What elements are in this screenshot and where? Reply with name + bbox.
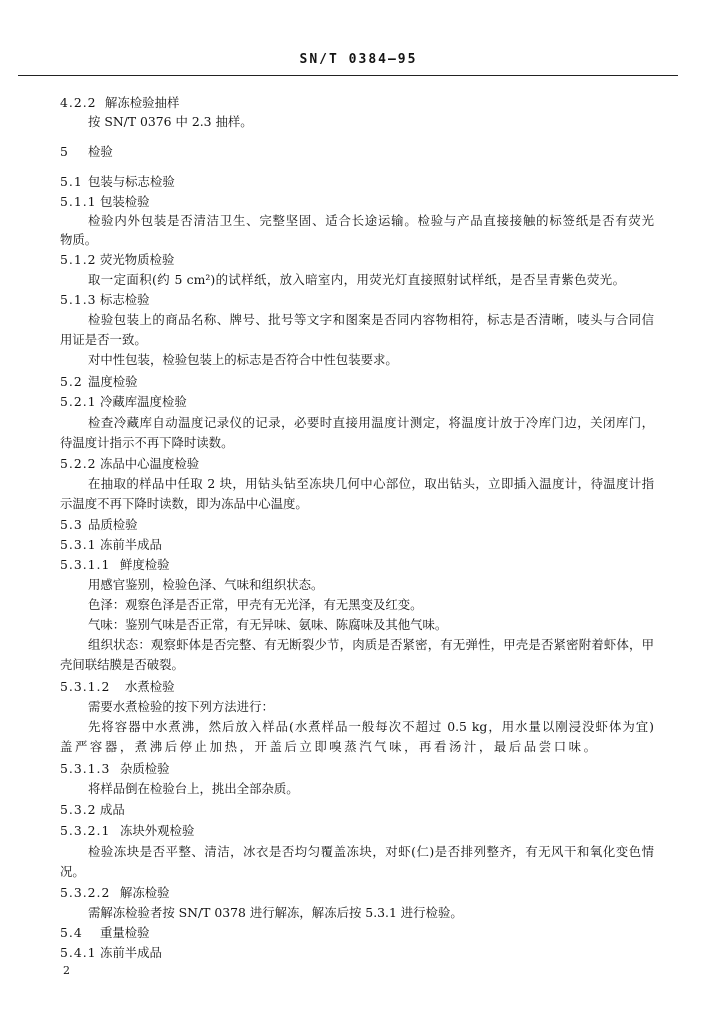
section-number: 5.3.1.1 (60, 557, 111, 572)
body-text-line: 物质。 (60, 232, 98, 247)
section-title: 冻品中心温度检验 (100, 456, 200, 471)
section-title: 冻前半成品 (100, 537, 162, 552)
section-number: 5.2.2 (60, 456, 97, 471)
body-text-line: 在抽取的样品中任取 2 块，用钻头钻至冻块几何中心部位，取出钻头，立即插入温度计，待温度计指 (88, 476, 654, 491)
section-number: 5.3.2 (60, 802, 97, 817)
section-title: 荧光物质检验 (100, 252, 175, 267)
section-number: 5.4.1 (60, 945, 97, 960)
section-number: 5.2 (60, 374, 83, 389)
body-text-line: 盖严容器，煮沸后停止加热，开盖后立即嗅蒸汽气味，再看汤汁，最后品尝口味。 (60, 739, 596, 754)
body-text-line: 况。 (60, 864, 85, 879)
section-title: 冷藏库温度检验 (100, 394, 187, 409)
body-text-line: 取一定面积(约 5 cm²)的试样纸，放入暗室内，用荧光灯直接照射试样纸，是否呈青紫色荧光。 (88, 272, 625, 287)
section-number: 5.3.2.1 (60, 823, 111, 838)
section-number: 5.3.1.2 (60, 679, 111, 694)
section-number: 5.1.1 (60, 194, 97, 209)
section-number: 5.1.2 (60, 252, 97, 267)
section-title: 重量检验 (100, 925, 150, 940)
body-text-line: 检验包装上的商品名称、牌号、批号等文字和图案是否同内容物相符，标志是否清晰，唛头与合同信 (88, 312, 654, 327)
body-text-line: 组织状态：观察虾体是否完整、有无断裂少节，肉质是否紧密，有无弹性，甲壳是否紧密附着虾体，甲 (88, 637, 654, 652)
section-number: 5 (60, 144, 69, 159)
section-number: 5.3.1 (60, 537, 97, 552)
body-text-line: 先将容器中水煮沸，然后放入样品(水煮样品一般每次不超过 0.5 kg，用水量以刚浸没虾体为宜) (88, 719, 654, 734)
page-number: 2 (63, 964, 70, 977)
body-text-line: 色泽：观察色泽是否正常，甲壳有无光泽，有无黑变及红变。 (88, 597, 423, 612)
body-text-line: 需要水煮检验的按下列方法进行： (88, 699, 274, 714)
body-text-line: 待温度计指示不再下降时读数。 (60, 435, 234, 450)
section-number: 5.3.1.3 (60, 761, 111, 776)
section-title: 标志检验 (100, 292, 150, 307)
section-title: 鲜度检验 (120, 557, 170, 572)
body-text-line: 检验冻块是否平整、清洁，冰衣是否均匀覆盖冻块，对虾(仁)是否排列整齐，有无风干和氧化变色情 (88, 844, 654, 859)
section-number: 5.3 (60, 517, 83, 532)
section-title: 杂质检验 (120, 761, 170, 776)
section-title: 解冻检验抽样 (105, 95, 180, 110)
section-number: 5.2.1 (60, 394, 97, 409)
section-title: 冻前半成品 (100, 945, 162, 960)
section-number: 5.4 (60, 925, 83, 940)
standard-header: SN/T 0384—95 (299, 52, 418, 67)
section-title: 解冻检验 (120, 885, 170, 900)
body-text-line: 气味：鉴别气味是否正常，有无异味、氨味、陈腐味及其他气味。 (88, 617, 448, 632)
section-title: 品质检验 (88, 517, 138, 532)
body-text-line: 需解冻检验者按 SN/T 0378 进行解冻，解冻后按 5.3.1 进行检验。 (88, 905, 463, 920)
section-title: 包装检验 (100, 194, 150, 209)
section-title: 检验 (88, 144, 113, 159)
section-title: 冻块外观检验 (120, 823, 195, 838)
body-text-line: 对中性包装，检验包装上的标志是否符合中性包装要求。 (88, 352, 398, 367)
body-text-line: 壳间联结膜是否破裂。 (60, 657, 184, 672)
section-number: 5.1.3 (60, 292, 97, 307)
section-title: 水煮检验 (125, 679, 175, 694)
header-rule (18, 75, 678, 76)
body-text-line: 用证是否一致。 (60, 332, 147, 347)
body-text-line: 按 SN/T 0376 中 2.3 抽样。 (88, 114, 253, 129)
body-text-line: 用感官鉴别，检验色泽、气味和组织状态。 (88, 577, 324, 592)
body-text-line: 检验内外包装是否清洁卫生、完整坚固、适合长途运输。检验与产品直接接触的标签纸是否有荧光 (88, 213, 654, 228)
section-title: 包装与标志检验 (88, 174, 175, 189)
section-number: 4.2.2 (60, 95, 97, 110)
body-text-line: 将样品倒在检验台上，挑出全部杂质。 (88, 781, 299, 796)
section-title: 成品 (100, 802, 125, 817)
section-number: 5.3.2.2 (60, 885, 111, 900)
body-text-line: 检查冷藏库自动温度记录仪的记录，必要时直接用温度计测定，将温度计放于冷库门边，关闭库门， (88, 415, 654, 430)
section-number: 5.1 (60, 174, 83, 189)
body-text-line: 示温度不再下降时读数，即为冻品中心温度。 (60, 496, 308, 511)
section-title: 温度检验 (88, 374, 138, 389)
